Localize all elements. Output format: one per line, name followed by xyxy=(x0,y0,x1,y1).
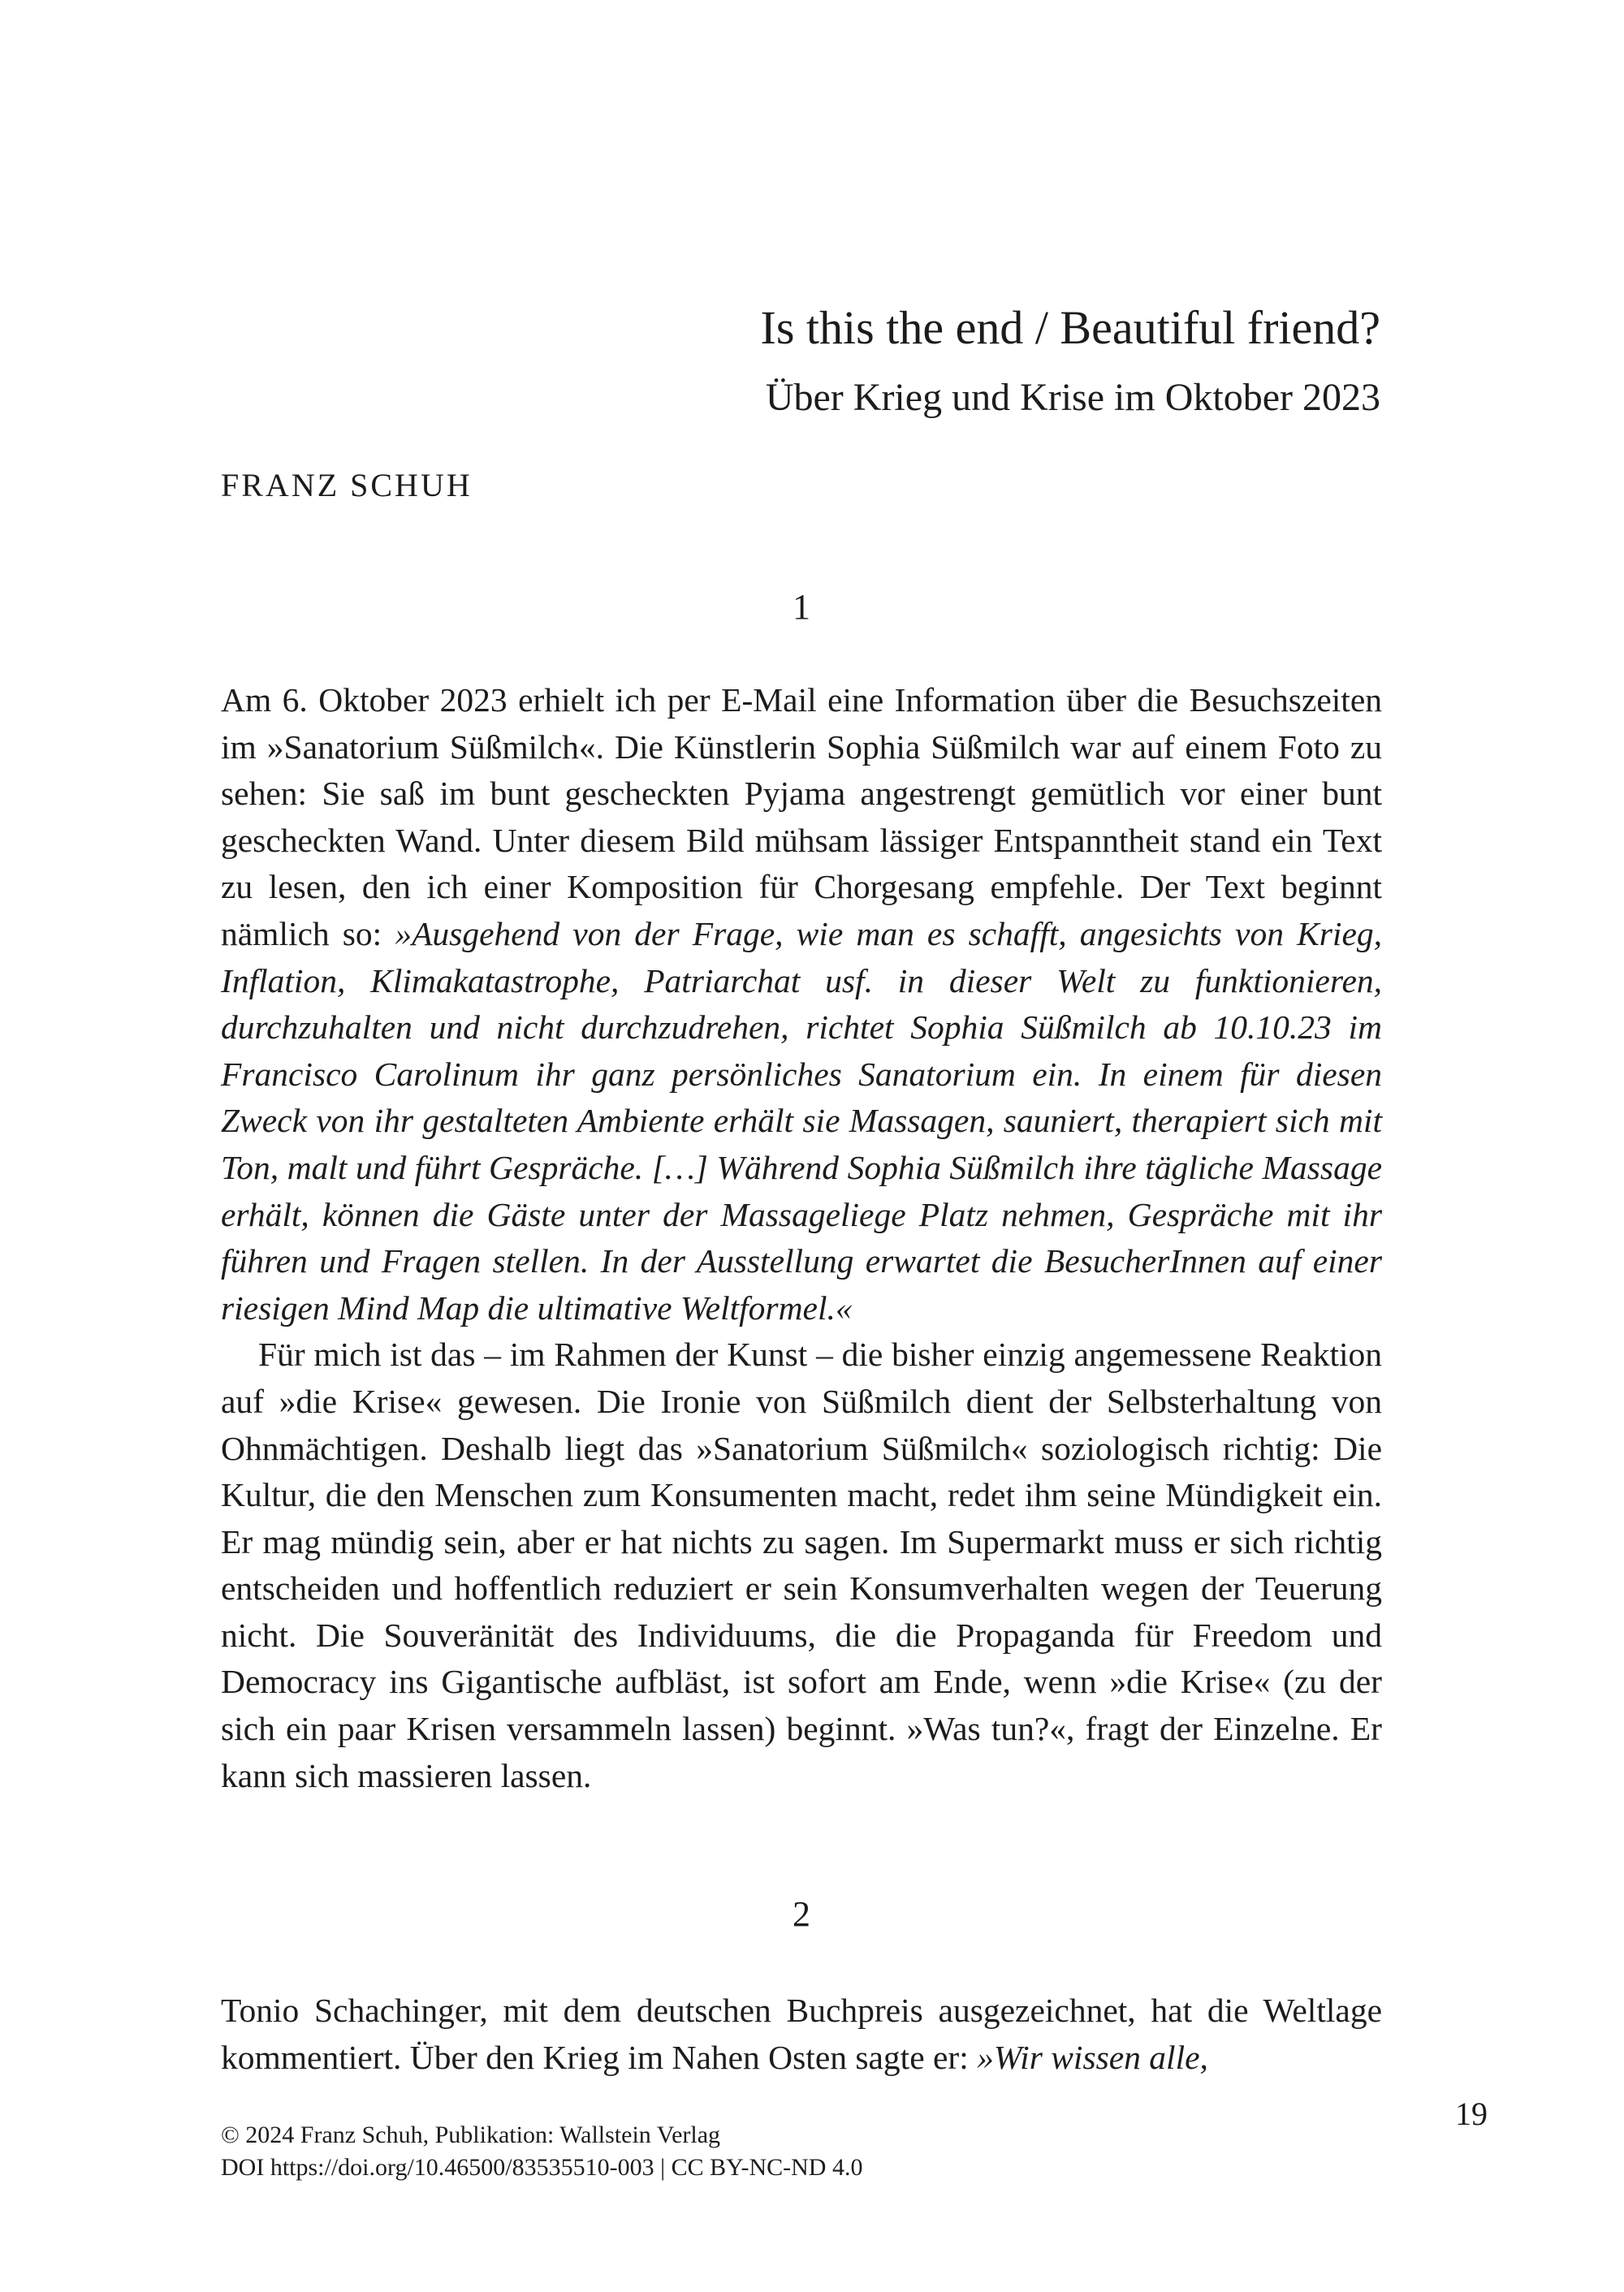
section-number-2: 2 xyxy=(793,1894,810,1934)
footer xyxy=(221,2119,862,2184)
paragraph-text: Am 6. Oktober 2023 erhielt ich per E-Mail eine Information über die Besuchszeiten im »Sanatorium Süßmilch«. Die Künstlerin Sophia Süßmilch war auf einem Foto zu sehen: Sie saß im bunt gescheckten Pyjama angestrengt gemütlich vor einer bunt gescheckten Wand. Unter diesem Bild mühsam lässiger Entspanntheit stand ein Text zu lesen, den ich einer Komposition für Chorgesang empfehle. Der Text beginnt nämlich so: xyxy=(221,681,1382,952)
section-2-body xyxy=(221,1988,1382,2081)
paragraph: Für mich ist das – im Rahmen der Kunst – die bisher einzig angemessene Reaktion auf »die Krise« gewesen. Die Ironie von Süßmilch dient der Selbsterhaltung von Ohnmächtigen. Deshalb liegt das »Sanatorium Süßmilch« soziologisch richtig: Die Kultur, die den Menschen zum Konsumenten macht, redet ihm seine Mündigkeit ein. Er mag mündig sein, aber er hat nichts zu sagen. Im Supermarkt muss er sich richtig entscheiden und hoffentlich reduziert er sein Konsumverhalten wegen der Teuerung nicht. Die Souveränität des Individuums, die die Propaganda für Freedom und Democracy ins Gigantische aufbläst, ist sofort am Ende, wenn »die Krise« (zu der sich ein paar Krisen versammeln lassen) beginnt. »Was tun?«, fragt der Einzelne. Er kann sich massieren lassen. xyxy=(221,1336,1382,1794)
paragraph-text: Tonio Schachinger, mit dem deutschen Buchpreis ausgezeichnet, hat die Weltlage kommentiert. Über den Krieg im Nahen Osten sagte er: xyxy=(221,1992,1382,2076)
copyright-line: © 2024 Franz Schuh, Publikation: Wallstein Verlag xyxy=(221,2122,721,2148)
author-name: FRANZ SCHUH xyxy=(221,467,473,503)
paragraph xyxy=(221,677,1382,1332)
article-title: Is this the end / Beautiful friend? xyxy=(760,301,1380,354)
quote-italic: »Wir wissen alle, xyxy=(977,2038,1208,2076)
section-1-body xyxy=(221,677,1382,1799)
doi-line: DOI https://doi.org/10.46500/83535510-003 | CC BY-NC-ND 4.0 xyxy=(221,2154,863,2181)
article-subtitle: Über Krieg und Krise im Oktober 2023 xyxy=(765,376,1380,419)
quote-italic: »Ausgehend von der Frage, wie man es schafft, angesichts von Krieg, Inflation, Klimakatastrophe, Patriarchat usf. in dieser Welt zu funktionieren, durchzuhalten und nicht durchzudrehen, richtet Sophia Süßmilch ab 10.10.23 im Francisco Carolinum ihr ganz persönliches Sanatorium ein. In einem für diesen Zweck von ihr gestalteten Ambiente erhält sie Massagen, sauniert, therapiert sich mit Ton, malt und führt Gespräche. […] Während Sophia Süßmilch ihre tägliche Massage erhält, können die Gäste unter der Massageliege Platz nehmen, Gespräche mit ihr führen und Fragen stellen. In der Ausstellung erwartet die BesucherInnen auf einer riesigen Mind Map die ultimative Weltformel.« xyxy=(221,914,1382,1327)
page-number: 19 xyxy=(1455,2096,1488,2132)
section-number-1: 1 xyxy=(793,587,810,627)
paragraph xyxy=(221,1988,1382,2081)
